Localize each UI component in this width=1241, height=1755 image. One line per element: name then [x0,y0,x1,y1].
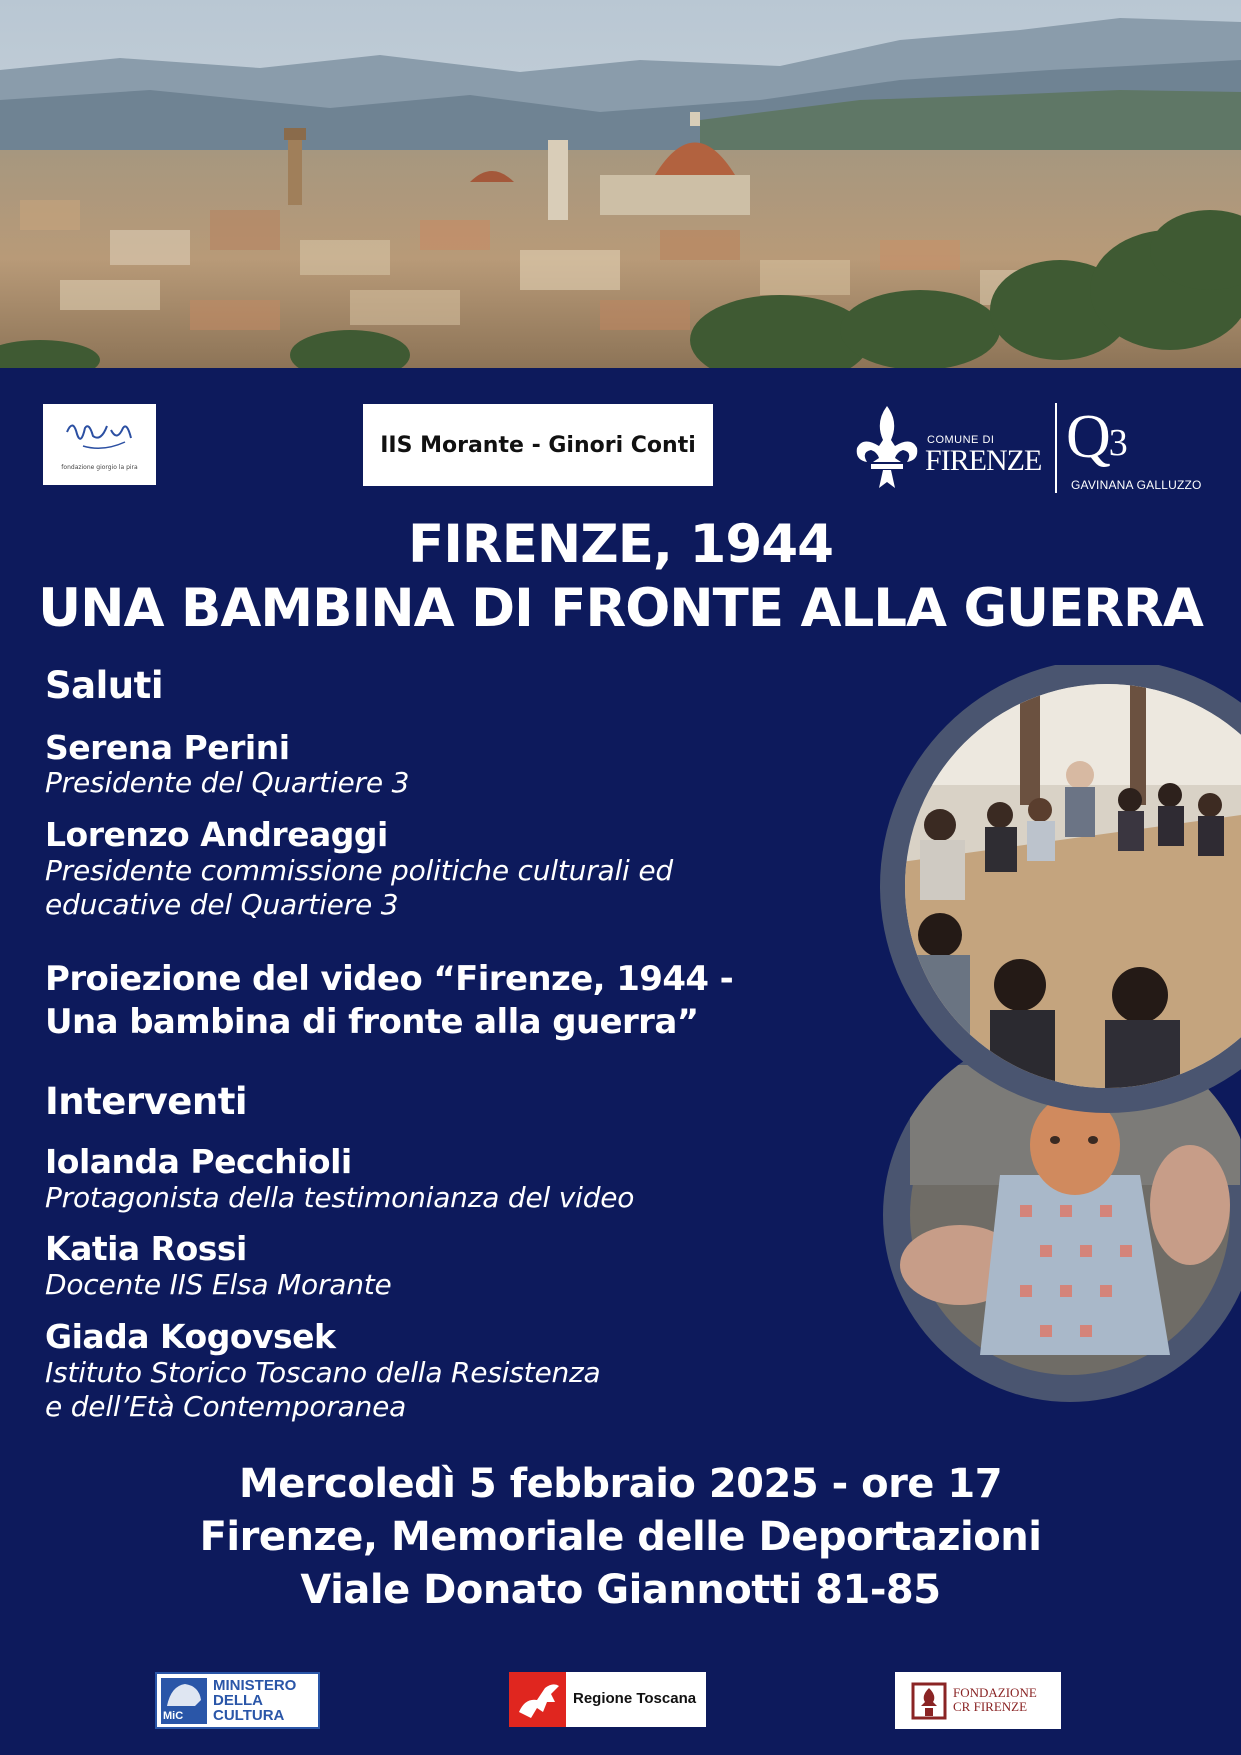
event-address: Viale Donato Giannotti 81-85 [300,1567,941,1613]
q3-mark [1066,402,1122,473]
fleur-de-lis-icon [853,402,921,494]
ministero-text [213,1678,296,1723]
speaker-role: Protagonista della testimonianza del video [45,1181,635,1214]
hero-photo [0,0,1241,368]
comune-firenze-logo [853,402,1053,494]
title-line-2: UNA BAMBINA DI FRONTE ALLA GUERRA [38,578,1203,639]
event-date: Mercoledì 5 febbraio 2025 - ore 17 [238,1461,1003,1507]
gavinana-galluzzo-label: GAVINANA GALLUZZO [1071,478,1202,492]
q3-letter: Q [1066,403,1107,471]
pegasus-flag [509,1672,566,1727]
school-logo: IIS Morante - Ginori Conti [363,404,713,486]
la-pira-signature-icon [63,412,135,456]
saluti-heading: Saluti [45,664,164,707]
fcr-text [953,1686,1037,1714]
projection-line-2: Una bambina di fronte alla guerra” [45,1002,699,1042]
speaker-name: Lorenzo Andreaggi [45,815,388,854]
quartiere-3-logo [1066,403,1206,498]
fcr-line-2: CR FIRENZE [953,1699,1028,1714]
speaker-role: e dell’Età Contemporanea [45,1390,407,1423]
ministero-cultura-logo [155,1672,320,1729]
logo-divider [1055,403,1057,493]
projection-line-1: Proiezione del video “Firenze, 1944 - [45,959,734,999]
regione-toscana-text: Regione Toscana [573,1690,697,1707]
mic-line-1: MINISTERO [213,1677,297,1694]
speaker-role: Presidente commissione politiche culturali ed [45,854,673,887]
interventi-heading: Interventi [45,1080,248,1123]
mic-figure-icon [161,1678,207,1708]
event-place: Firenze, Memoriale delle Deportazioni [199,1514,1042,1560]
q3-number: 3 [1108,422,1124,464]
speaker-name: Serena Perini [45,728,290,767]
speaker-name: Giada Kogovsek [45,1317,336,1356]
speaker-role: educative del Quartiere 3 [45,888,399,921]
speaker-role: Istituto Storico Toscano della Resistenza [45,1356,601,1389]
title-line-1: FIRENZE, 1944 [407,514,834,575]
mic-line-2: DELLA [213,1692,263,1709]
la-pira-foundation-logo [43,404,156,485]
mic-label: MiC [163,1710,184,1722]
students-photo [880,665,1241,1121]
fcr-emblem-icon [911,1682,947,1720]
firenze-label: FIRENZE [925,444,1042,477]
florence-skyline-image [0,0,1241,368]
speaker-role: Docente IIS Elsa Morante [45,1268,392,1301]
comune-di-label: COMUNE DI [927,434,995,446]
pegasus-icon [509,1672,566,1727]
regione-toscana-logo [509,1672,706,1727]
speaker-name: Iolanda Pecchioli [45,1142,352,1181]
speaker-role: Presidente del Quartiere 3 [45,766,410,799]
fcr-line-1: FONDAZIONE [953,1685,1037,1700]
fondazione-cr-firenze-logo [895,1672,1061,1729]
mic-line-3: CULTURA [213,1707,285,1724]
mic-mark [161,1678,207,1724]
la-pira-logo-text: fondazione giorgio la pira [61,464,138,471]
speaker-name: Katia Rossi [45,1229,247,1268]
